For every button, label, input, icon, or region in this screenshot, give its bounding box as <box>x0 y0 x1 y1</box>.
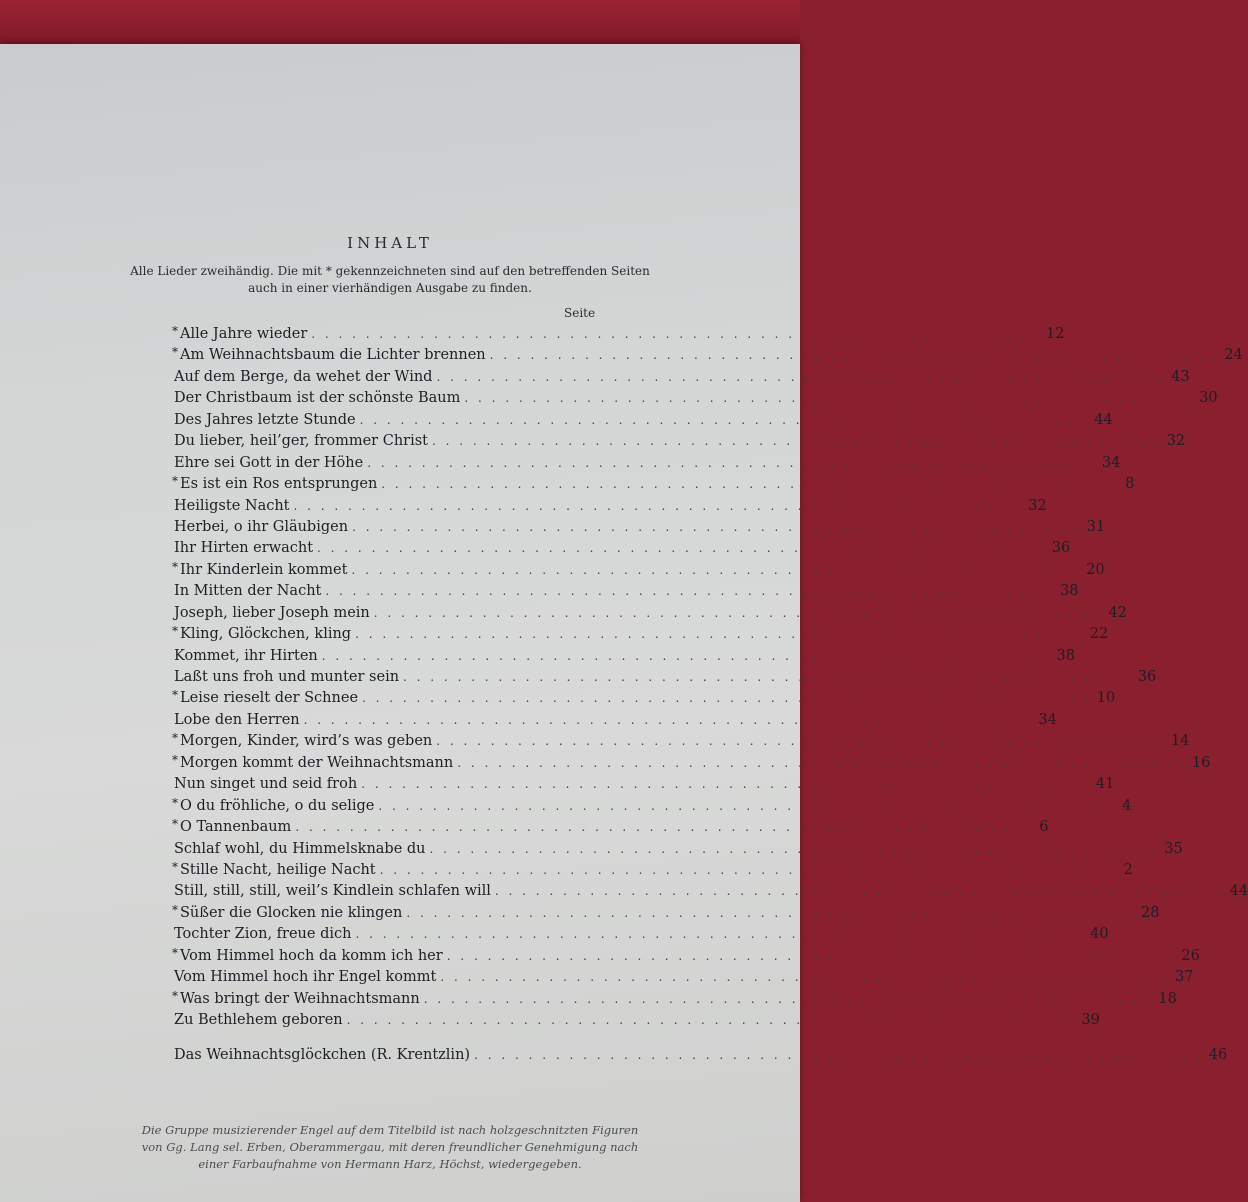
page-number: 36 <box>1051 540 1071 557</box>
page-number: 37 <box>1175 969 1194 986</box>
dot-leader: . . . . . . . . . . . . . . . . . . . . . . . . . . . . . . . . . . . . . . . . . . . . . . . . . . . . . . <box>317 541 1047 556</box>
page-number: 10 <box>1096 690 1116 707</box>
page-number: 41 <box>1095 776 1115 793</box>
song-title: Lobe den Herren <box>174 711 300 728</box>
cover-credit-note <box>70 1122 710 1173</box>
dot-leader: . . . . . . . . . . . . . . . . . . . . . . . . . . . . . . . . . . . . . . . . . . . . . . . . . . . . . . <box>440 970 1170 985</box>
four-hand-marker: * <box>172 324 178 338</box>
page-number: 28 <box>1141 904 1160 921</box>
intro-note-line: Alle Lieder zweihändig. Die mit * gekennzeichneten sind auf den betreffenden Seiten <box>130 264 650 278</box>
dot-leader: . . . . . . . . . . . . . . . . . . . . . . . . . . . . . . . . . . . . . . . . . . . . . . . . . . . . . . <box>361 777 1091 792</box>
toc-entry <box>172 859 1133 883</box>
dot-leader: . . . . . . . . . . . . . . . . . . . . . . . . . . . . . . . . . . . . . . . . . . . . . . . . . . . . . . <box>321 648 1051 663</box>
four-hand-marker: * <box>172 817 178 832</box>
song-title: Der Christbaum ist der schönste Baum <box>174 390 461 407</box>
page-number: 43 <box>1171 368 1190 385</box>
toc-entry <box>172 883 1248 904</box>
song-title: Des Jahres letzte Stunde <box>174 411 356 428</box>
song-title: Was bringt der Weihnachtsmann <box>180 990 420 1007</box>
page-number: 46 <box>1208 1047 1228 1064</box>
toc-entry <box>172 624 1109 647</box>
page-number: 39 <box>1081 1012 1100 1028</box>
credit-line: von Gg. Lang sel. Erben, Oberammergau, mit deren freundlicher Genehmigung nach <box>141 1140 639 1154</box>
four-hand-marker: * <box>172 752 178 767</box>
toc-entry <box>172 711 1057 733</box>
toc-entry <box>172 1047 1228 1068</box>
dot-leader: . . . . . . . . . . . . . . . . . . . . . . . . . . . . . . . . . . . . . . . . . . . . . . . . . . . . . . <box>403 670 1133 684</box>
toc-entry <box>172 902 1160 926</box>
credit-line: einer Farbaufnahme von Hermann Harz, Höchst, wiedergegeben. <box>198 1157 582 1171</box>
toc-entry <box>172 583 1079 604</box>
dot-leader: . . . . . . . . . . . . . . . . . . . . . . . . . . . . . . . . . . . . . . . . . . . . . . . . . . . . . . <box>489 348 1219 363</box>
toc-entry <box>172 688 1116 711</box>
toc-entry <box>172 817 1049 840</box>
dot-leader: . . . . . . . . . . . . . . . . . . . . . . . . . . . . . . . . . . . . . . . . . . . . . . . . . . . . . . <box>346 1013 1076 1027</box>
four-hand-marker: * <box>172 345 178 360</box>
dot-leader: . . . . . . . . . . . . . . . . . . . . . . . . . . . . . . . . . . . . . . . . . . . . . . . . . . . . . . <box>359 412 1089 427</box>
toc-entry <box>172 776 1115 797</box>
dot-leader: . . . . . . . . . . . . . . . . . . . . . . . . . . . . . . . . . . . . . . . . . . . . . . . . . . . . . . <box>436 734 1166 749</box>
song-title: O du fröhliche, o du selige <box>180 797 375 814</box>
song-title: Schlaf wohl, du Himmelsknabe du <box>174 840 426 857</box>
four-hand-marker: * <box>172 731 178 746</box>
song-title: Kommet, ihr Hirten <box>174 647 318 664</box>
toc-entry <box>172 474 1135 497</box>
four-hand-marker: * <box>172 624 178 639</box>
toc-entry <box>172 368 1190 390</box>
dot-leader: . . . . . . . . . . . . . . . . . . . . . . . . . . . . . . . . . . . . . . . . . . . . . . . . . . . . . . <box>311 327 1041 341</box>
page-title: INHALT <box>347 234 433 252</box>
toc-entry <box>172 752 1211 776</box>
song-title: Laßt uns froh und munter sein <box>174 669 400 685</box>
song-title: Herbei, o ihr Gläubigen <box>174 518 349 535</box>
song-title: Auf dem Berge, da wehet der Wind <box>174 368 433 385</box>
page-number: 2 <box>1123 861 1133 878</box>
page-number: 34 <box>1101 454 1121 471</box>
song-title: Nun singet und seid froh <box>174 776 358 793</box>
song-title: Morgen kommt der Weihnachtsmann <box>180 754 454 771</box>
song-title: Leise rieselt der Schnee <box>180 690 359 707</box>
dot-leader: . . . . . . . . . . . . . . . . . . . . . . . . . . . . . . . . . . . . . . . . . . . . . . . . . . . . . . <box>381 477 1111 492</box>
dot-leader: . . . . . . . . . . . . . . . . . . . . . . . . . . . . . . . . . . . . . . . . . . . . . . . . . . . . . . <box>355 927 1085 942</box>
page-number: 44 <box>1094 411 1113 428</box>
song-title: Am Weihnachtsbaum die Lichter brennen <box>180 347 486 364</box>
intro-note <box>110 263 670 297</box>
page-number: 18 <box>1158 990 1177 1007</box>
dot-leader: . . . . . . . . . . . . . . . . . . . . . . . . . . . . . . . . . . . . . . . . . . . . . . . . . . . . . . <box>446 948 1176 963</box>
page-number: 22 <box>1089 626 1109 643</box>
page-number: 32 <box>1166 433 1186 450</box>
song-title: Zu Bethlehem geboren <box>174 1012 343 1028</box>
song-title: In Mitten der Nacht <box>174 583 322 600</box>
four-hand-marker: * <box>172 902 178 917</box>
page-number: 12 <box>1045 326 1065 342</box>
page-number: 16 <box>1191 754 1211 771</box>
song-title: Es ist ein Ros entsprungen <box>180 476 378 493</box>
toc-entry <box>172 454 1121 476</box>
toc-entry <box>172 969 1194 990</box>
dot-leader: . . . . . . . . . . . . . . . . . . . . . . . . . . . . . . . . . . . . . . . . . . . . . . . . . . . . . . <box>325 584 1055 599</box>
dot-leader: . . . . . . . . . . . . . . . . . . . . . . . . . . . . . . . . . . . . . . . . . . . . . . . . . . . . . . <box>423 991 1153 1006</box>
toc-entry <box>172 945 1200 969</box>
dot-leader: . . . . . . . . . . . . . . . . . . . . . . . . . . . . . . . . . . . . . . . . . . . . . . . . . . . . . . <box>293 498 1023 513</box>
toc-entry <box>172 731 1190 754</box>
four-hand-marker: * <box>172 988 178 1003</box>
dot-leader: . . . . . . . . . . . . . . . . . . . . . . . . . . . . . . . . . . . . . . . . . . . . . . . . . . . . . . <box>373 605 1103 620</box>
intro-note-line: auch in einer vierhändigen Ausgabe zu finden. <box>248 281 532 295</box>
dot-leader: . . . . . . . . . . . . . . . . . . . . . . . . . . . . . . . . . . . . . . . . . . . . . . . . . . . . . . <box>436 369 1166 384</box>
song-title: Süßer die Glocken nie klingen <box>180 904 403 921</box>
toc-entry <box>172 497 1047 519</box>
toc-entry <box>172 926 1109 947</box>
toc-entry <box>172 988 1177 1012</box>
dot-leader: . . . . . . . . . . . . . . . . . . . . . . . . . . . . . . . . . . . . . . . . . . . . . . . . . . . . . . <box>362 691 1092 706</box>
toc-entry <box>172 540 1071 561</box>
toc-entry <box>172 518 1106 540</box>
credit-line: Die Gruppe musizierender Engel auf dem Titelbild ist nach holzgeschnitzten Figuren <box>141 1123 639 1137</box>
page-number: 38 <box>1060 583 1079 600</box>
toc-entry <box>172 411 1113 433</box>
song-title: Ihr Hirten erwacht <box>174 540 314 557</box>
page-number: 6 <box>1039 819 1049 836</box>
four-hand-marker: * <box>172 688 178 703</box>
dot-leader: . . . . . . . . . . . . . . . . . . . . . . . . . . . . . . . . . . . . . . . . . . . . . . . . . . . . . . <box>379 862 1109 877</box>
page-number: 14 <box>1170 733 1190 750</box>
four-hand-marker: * <box>172 559 178 574</box>
song-title: Ehre sei Gott in der Höhe <box>174 454 364 471</box>
toc-entry <box>172 604 1127 626</box>
dot-leader: . . . . . . . . . . . . . . . . . . . . . . . . . . . . . . . . . . . . . . . . . . . . . . . . . . . . . . <box>352 519 1082 534</box>
song-title: Tochter Zion, freue dich <box>174 926 352 943</box>
dot-leader: . . . . . . . . . . . . . . . . . . . . . . . . . . . . . . . . . . . . . . . . . . . . . . . . . . . . . . <box>474 1048 1204 1063</box>
table-of-contents <box>172 324 1248 1069</box>
toc-entry <box>172 795 1132 819</box>
toc-entry <box>172 840 1183 862</box>
page-number: 30 <box>1199 390 1218 407</box>
page-number: 34 <box>1038 711 1057 728</box>
dot-leader: . . . . . . . . . . . . . . . . . . . . . . . . . . . . . . . . . . . . . . . . . . . . . . . . . . . . . . <box>378 798 1108 813</box>
song-title: Joseph, lieber Joseph mein <box>174 604 370 621</box>
toc-entry <box>172 1012 1100 1033</box>
dot-leader: . . . . . . . . . . . . . . . . . . . . . . . . . . . . . . . . . . . . . . . . . . . . . . . . . . . . . . <box>303 712 1033 727</box>
song-title: O Tannenbaum <box>180 819 292 836</box>
song-title: Stille Nacht, heilige Nacht <box>180 861 376 878</box>
song-title: Ihr Kinderlein kommet <box>180 561 348 578</box>
dot-leader: . . . . . . . . . . . . . . . . . . . . . . . . . . . . . . . . . . . . . . . . . . . . . . . . . . . . . . <box>406 905 1136 920</box>
dot-leader: . . . . . . . . . . . . . . . . . . . . . . . . . . . . . . . . . . . . . . . . . . . . . . . . . . . . . . <box>457 755 1187 770</box>
song-title: Vom Himmel hoch ihr Engel kommt <box>174 969 437 986</box>
dot-leader: . . . . . . . . . . . . . . . . . . . . . . . . . . . . . . . . . . . . . . . . . . . . . . . . . . . . . . <box>464 391 1194 406</box>
song-title: Das Weihnachtsglöckchen (R. Krentzlin) <box>174 1047 471 1064</box>
song-title: Kling, Glöckchen, kling <box>180 626 352 643</box>
page-number: 36 <box>1137 669 1157 685</box>
dot-leader: . . . . . . . . . . . . . . . . . . . . . . . . . . . . . . . . . . . . . . . . . . . . . . . . . . . . . . <box>429 841 1159 856</box>
toc-entry <box>172 390 1218 411</box>
page-number: 40 <box>1090 926 1109 943</box>
toc-entry <box>172 324 1065 347</box>
page-number: 44 <box>1229 883 1248 900</box>
page-number: 4 <box>1122 797 1132 814</box>
four-hand-marker: * <box>172 795 178 810</box>
dot-leader: . . . . . . . . . . . . . . . . . . . . . . . . . . . . . . . . . . . . . . . . . . . . . . . . . . . . . . <box>432 434 1162 449</box>
page-number: 35 <box>1164 840 1183 857</box>
page-number: 38 <box>1056 647 1075 664</box>
page-column-label: Seite <box>564 306 596 320</box>
song-title: Alle Jahre wieder <box>180 326 308 342</box>
page-number: 24 <box>1224 347 1243 364</box>
dot-leader: . . . . . . . . . . . . . . . . . . . . . . . . . . . . . . . . . . . . . . . . . . . . . . . . . . . . . . <box>355 627 1085 642</box>
toc-entry <box>172 433 1186 454</box>
song-title: Vom Himmel hoch da komm ich her <box>180 947 443 964</box>
song-title: Morgen, Kinder, wird’s was geben <box>180 733 433 750</box>
book-page <box>0 44 1248 1202</box>
dot-leader: . . . . . . . . . . . . . . . . . . . . . . . . . . . . . . . . . . . . . . . . . . . . . . . . . . . . . . <box>494 884 1225 899</box>
toc-entry <box>172 647 1075 669</box>
four-hand-marker: * <box>172 474 178 489</box>
song-title: Still, still, still, weil’s Kindlein schlafen will <box>174 883 491 900</box>
toc-entry <box>172 669 1157 690</box>
page-number: 20 <box>1086 561 1105 578</box>
background-red-cloth <box>0 0 800 48</box>
four-hand-marker: * <box>172 945 178 960</box>
dot-leader: . . . . . . . . . . . . . . . . . . . . . . . . . . . . . . . . . . . . . . . . . . . . . . . . . . . . . . <box>367 455 1097 470</box>
four-hand-marker: * <box>172 859 178 874</box>
toc-entry <box>172 345 1243 368</box>
page-number: 8 <box>1125 476 1135 493</box>
toc-entry <box>172 559 1105 583</box>
page-number: 31 <box>1086 518 1106 535</box>
song-title: Du lieber, heil’ger, frommer Christ <box>174 433 428 450</box>
page-number: 32 <box>1028 497 1047 514</box>
dot-leader: . . . . . . . . . . . . . . . . . . . . . . . . . . . . . . . . . . . . . . . . . . . . . . . . . . . . . . <box>295 820 1025 835</box>
page-number: 26 <box>1181 947 1200 964</box>
song-title: Heiligste Nacht <box>174 497 290 514</box>
page-number: 42 <box>1108 604 1127 621</box>
dot-leader: . . . . . . . . . . . . . . . . . . . . . . . . . . . . . . . . . . . . . . . . . . . . . . . . . . . . . . <box>351 562 1081 577</box>
